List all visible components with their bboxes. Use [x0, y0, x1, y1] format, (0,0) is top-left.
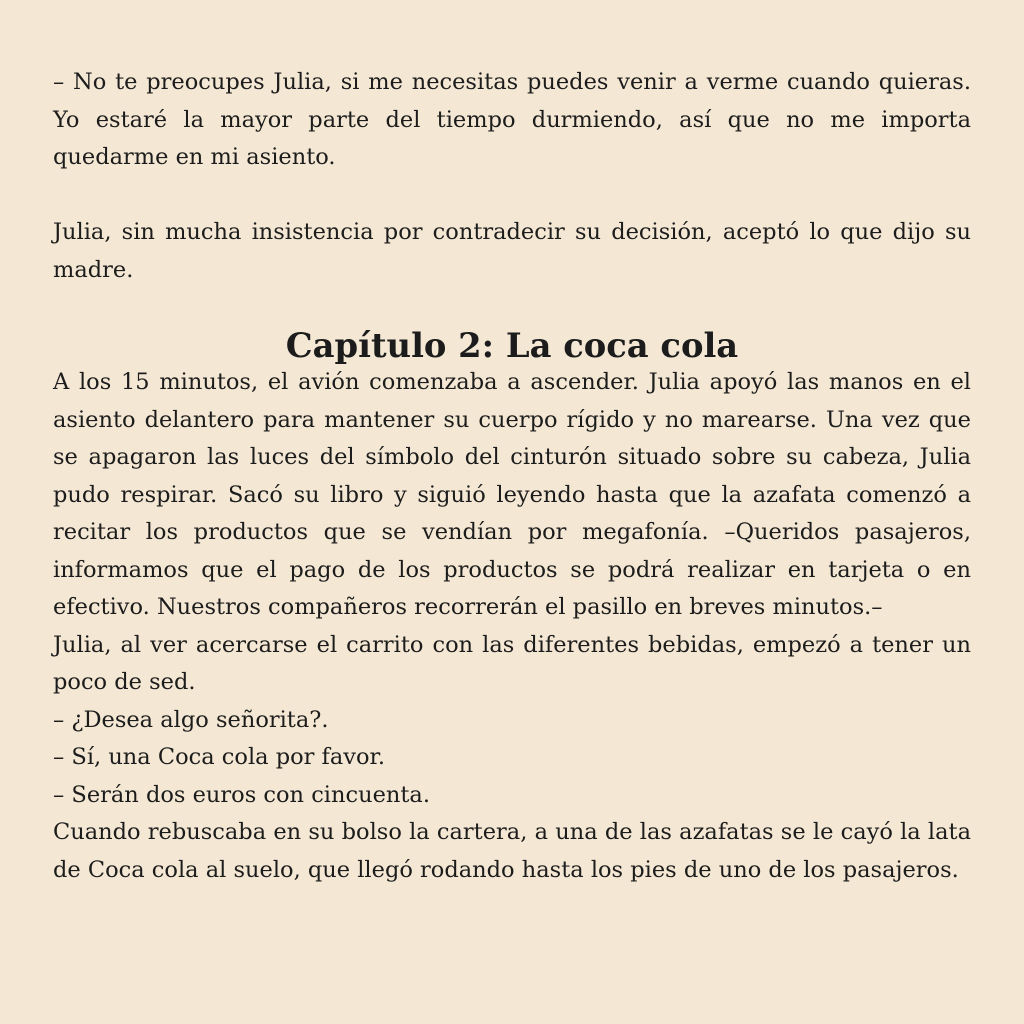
- chapter-paragraph: A los 15 minutos, el avión comenzaba a ascender. Julia apoyó las manos en el asiento delantero para mantener su cuerpo rígido y no marearse. Una vez que se apagaron las luces del símbolo del cinturón situado sobre su cabeza, Julia pudo respirar. Sacó su libro y siguió leyendo hasta que la azafata comenzó a recitar los productos que se vendían por megafonía. –Queridos pasajeros, informamos que el pago de los productos se podrá realizar en tarjeta o en efectivo. Nuestros compañeros recorrerán el pasillo en breves minutos.–: [53, 369, 971, 620]
- intro-paragraph-1: – No te preocupes Julia, si me necesitas puedes venir a verme cuando quieras. Yo estaré la mayor parte del tiempo durmiendo, así que no me importa quedarme en mi asiento.: [53, 69, 971, 170]
- paragraph-gap: [53, 289, 971, 327]
- chapter-title: Capítulo 2: La coca cola: [285, 324, 739, 365]
- chapter-paragraph: Cuando rebuscaba en su bolso la cartera, a una de las azafatas se le cayó la lata de Coca cola al suelo, que llegó rodando hasta los pies de uno de los pasajeros.: [53, 819, 971, 883]
- dialogue-line: – Serán dos euros con cincuenta.: [53, 781, 430, 808]
- dialogue-line: – Sí, una Coca cola por favor.: [53, 744, 385, 770]
- chapter-paragraph: Julia, al ver acercarse el carrito con las diferentes bebidas, empezó a tener un poco de sed.: [53, 631, 971, 695]
- paragraph-gap: [53, 177, 971, 215]
- intro-paragraph-2: Julia, sin mucha insistencia por contradecir su decisión, aceptó lo que dijo su madre.: [53, 219, 971, 283]
- book-page: [53, 64, 971, 889]
- dialogue-line: – ¿Desea algo señorita?.: [53, 706, 329, 733]
